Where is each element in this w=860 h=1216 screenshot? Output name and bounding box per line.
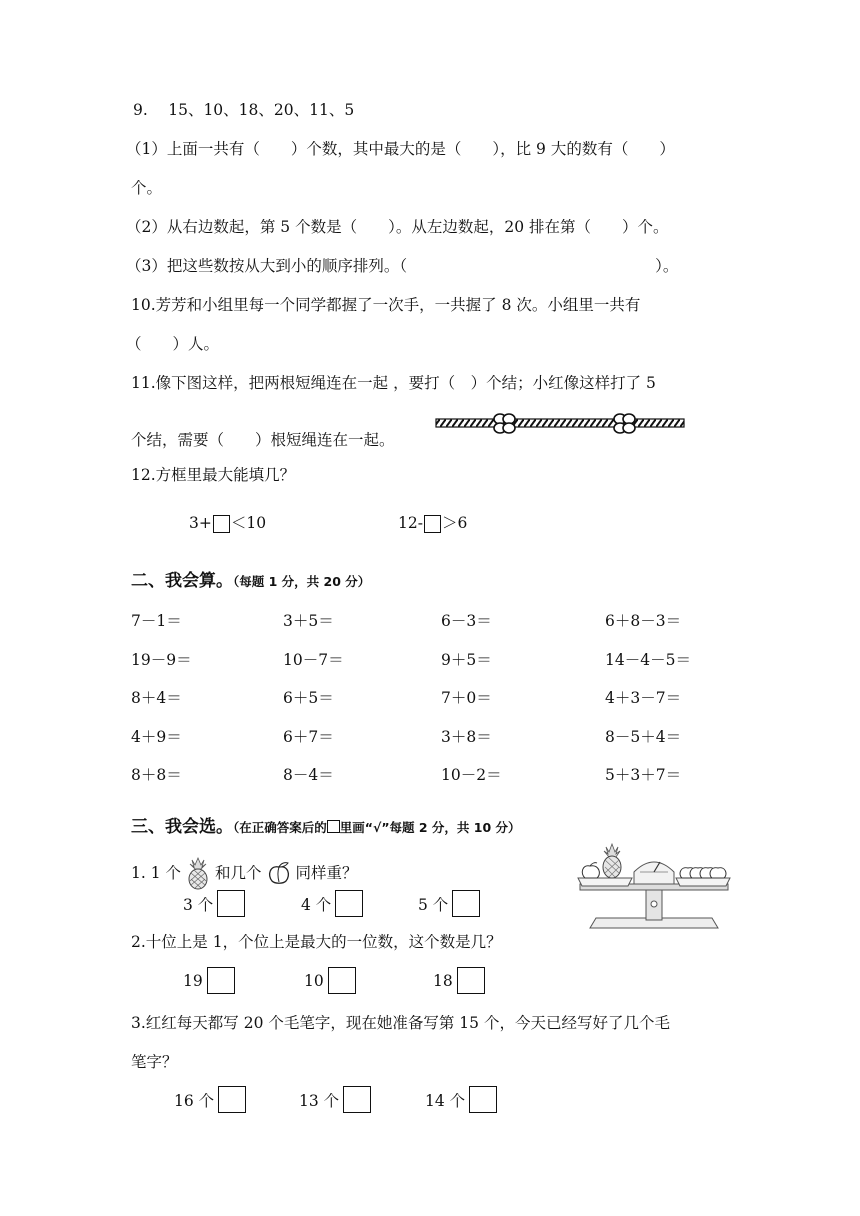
s3-q3-text: 3.红红每天都写 20 个毛笔字，现在她准备写第 15 个，今天已经写好了几个毛 [131,1014,670,1032]
q9-numbers: 9. 15、10、18、20、11、5 [133,101,355,119]
rope-knot-image [434,411,686,437]
answer-checkbox[interactable] [217,890,245,917]
answer-checkbox[interactable] [469,1086,497,1113]
answer-checkbox[interactable] [328,967,356,994]
pineapple-icon [185,856,211,890]
calc-problem: 6＋8－3＝ [605,612,682,630]
s3-q3-option-1 [174,1086,246,1113]
q10-text-cont: （ ）人。 [126,335,220,353]
s3-q2-text: 2.十位上是 1，个位上是最大的一位数，这个数是几？ [131,933,502,951]
s3-q3-option-3 [425,1086,497,1113]
q12-answer-box-2[interactable] [424,515,441,533]
q12-expr-1-right: ＜10 [230,514,267,532]
q9-part1-cont: 个。 [131,179,163,197]
balance-scale-image [574,842,734,934]
s3-q1-part-c: 同样重？ [295,864,358,882]
answer-checkbox[interactable] [218,1086,246,1113]
section3-note-b: 里画“√”每题 2 分，共 10 分） [339,820,521,835]
q12-expr-1 [189,513,266,533]
calc-problem: 8＋4＝ [131,689,182,707]
calc-problem: 4＋9＝ [131,728,182,746]
q12-expr-2-left: 12- [398,514,423,532]
calc-problem: 3＋8＝ [441,728,492,746]
q12-answer-box-1[interactable] [213,515,230,533]
s3-q1-part-b: 和几个 [215,864,262,882]
s3-q1-text [131,856,358,890]
s3-q3-option-2 [299,1086,371,1113]
q11-text-cont: 个结，需要（ ）根短绳连在一起。 [131,431,395,449]
section3-note-a: （在正确答案后的 [233,820,327,835]
q12-title: 12.方框里最大能填几？ [131,466,296,484]
s3-q1-part-a: 1. 1 个 [131,864,182,882]
q12-expr-2-right: ＞6 [441,514,468,532]
option-label: 19 [183,971,203,990]
section3-heading [131,812,521,837]
s3-q1-option-2 [301,890,363,917]
calc-problem: 5＋3＋7＝ [605,766,682,784]
calc-problem: 19－9＝ [131,651,192,669]
option-label: 14 个 [425,1091,466,1110]
answer-checkbox[interactable] [343,1086,371,1113]
section2-title: 二、我会算。 [131,571,233,591]
q9-part2: （2）从右边数起，第 5 个数是（ ）。从左边数起，20 排在第（ ）个。 [126,218,669,236]
calc-problem: 3＋5＝ [283,612,334,630]
s3-q1-option-1 [183,890,245,917]
calc-problem: 8－5＋4＝ [605,728,682,746]
s3-q2-option-1 [183,967,235,994]
calc-problem: 6－3＝ [441,612,492,630]
calc-problem: 6＋7＝ [283,728,334,746]
answer-checkbox[interactable] [207,967,235,994]
calc-problem: 6＋5＝ [283,689,334,707]
option-label: 16 个 [174,1091,215,1110]
option-label: 13 个 [299,1091,340,1110]
q11-text: 11.像下图这样，把两根短绳连在一起 ，要打（ ）个结；小红像这样打了 5 [131,374,656,392]
option-label: 4 个 [301,895,332,914]
answer-checkbox[interactable] [335,890,363,917]
calc-problem: 8－4＝ [283,766,334,784]
calc-problem: 8＋8＝ [131,766,182,784]
s3-q1-option-3 [418,890,480,917]
q9-part1: （1）上面一共有（ ）个数，其中最大的是（ ），比 9 大的数有（ ） [126,140,675,158]
calc-problem: 7－1＝ [131,612,182,630]
section2-note: （每题 1 分，共 20 分） [233,574,371,589]
option-label: 3 个 [183,895,214,914]
calc-problem: 4＋3－7＝ [605,689,682,707]
q10-text: 10.芳芳和小组里每一个同学都握了一次手，一共握了 8 次。小组里一共有 [131,296,641,314]
s3-q2-option-3 [433,967,485,994]
calc-problem: 10－2＝ [441,766,502,784]
section2-heading [131,566,370,591]
calc-problem: 10－7＝ [283,651,344,669]
section3-title: 三、我会选。 [131,817,233,837]
option-label: 18 [433,971,453,990]
q12-expr-1-left: 3+ [189,514,212,532]
s3-q2-option-2 [304,967,356,994]
peach-icon [266,861,292,885]
calc-problem: 14－4－5＝ [605,651,691,669]
checkbox-icon [327,820,340,833]
answer-checkbox[interactable] [452,890,480,917]
q12-expr-2 [398,513,467,533]
q9-part3: （3）把这些数按从大到小的顺序排列。（ ）。 [126,257,679,275]
calc-problem: 9＋5＝ [441,651,492,669]
calc-problem: 7＋0＝ [441,689,492,707]
option-label: 10 [304,971,324,990]
s3-q3-text-cont: 笔字？ [131,1053,178,1071]
option-label: 5 个 [418,895,449,914]
answer-checkbox[interactable] [457,967,485,994]
